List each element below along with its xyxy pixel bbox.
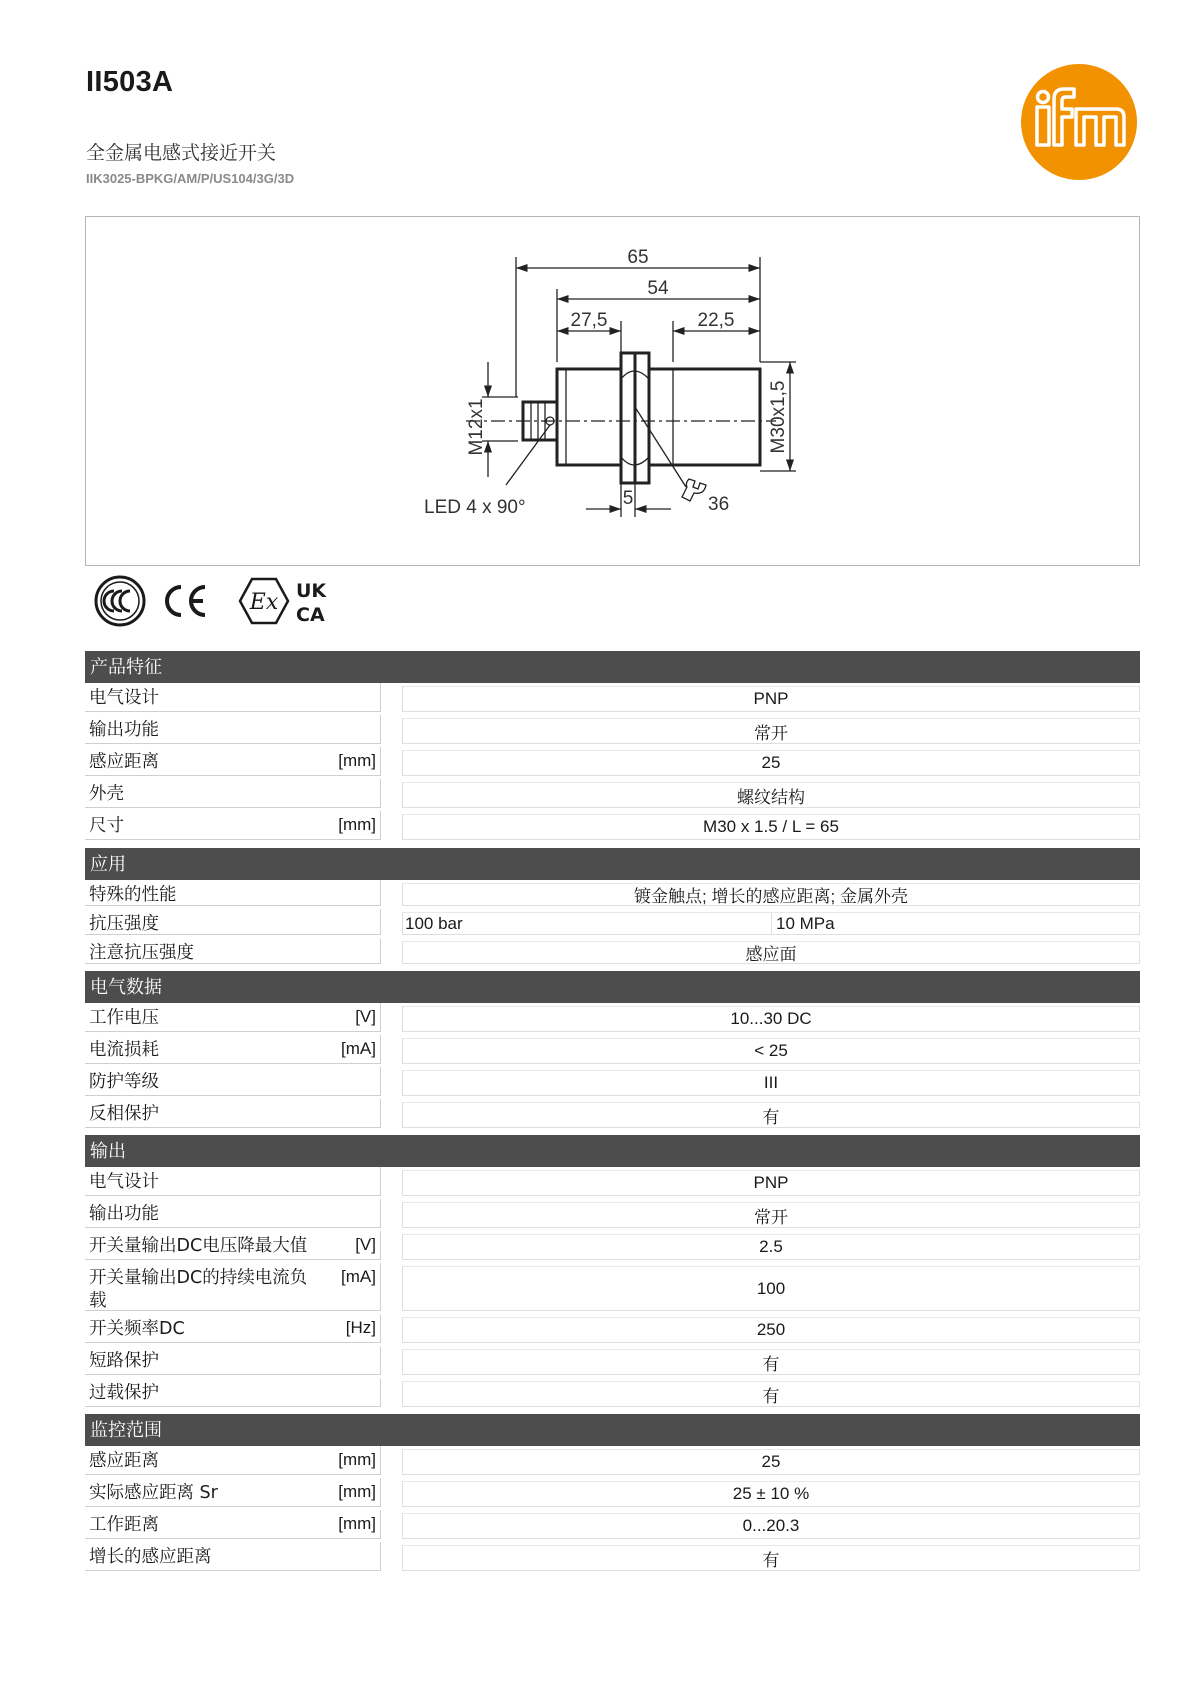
spec-unit: [mA]: [341, 1267, 376, 1286]
spec-value-cell: [402, 1349, 1140, 1375]
spec-value-cell: [402, 1381, 1140, 1407]
svg-text:CA: CA: [296, 604, 325, 626]
svg-text:UK: UK: [296, 580, 327, 602]
spec-label-cell: [85, 1199, 381, 1228]
spec-label-cell: [85, 1314, 381, 1343]
spec-value: 镀金触点; 增长的感应距离; 金属外壳: [634, 887, 908, 906]
spec-value-cell: [402, 1170, 1140, 1196]
spec-label: 特殊的性能: [89, 885, 177, 905]
ccc-mark-icon: [96, 577, 144, 625]
spec-value: PNP: [753, 689, 789, 708]
spec-value: 25: [761, 1452, 781, 1471]
spec-value: 感应面: [745, 945, 797, 964]
spec-label: 感应距离: [89, 752, 159, 772]
spec-label: 感应距离: [89, 1451, 159, 1471]
spec-label-cell: [85, 1003, 381, 1032]
spec-row: [85, 1510, 1140, 1542]
spec-value: 10...30 DC: [730, 1009, 812, 1028]
spec-value: 250: [756, 1320, 786, 1339]
dim-right-label: 22,5: [697, 310, 735, 331]
spec-label: 注意抗压强度: [89, 943, 194, 963]
spec-row: [85, 1199, 1140, 1231]
spec-label-cell: [85, 1035, 381, 1064]
spec-row: [85, 811, 1140, 843]
spec-unit: [mm]: [338, 1450, 376, 1469]
spec-label-cell: [85, 747, 381, 776]
spec-label-cell: [85, 811, 381, 840]
spec-label: 外壳: [89, 784, 124, 804]
spec-value: M30 x 1.5 / L = 65: [703, 817, 839, 836]
spec-label: 输出功能: [89, 720, 159, 740]
spec-value-cell: [402, 782, 1140, 808]
spec-value: 25: [761, 753, 781, 772]
spec-unit: [mm]: [338, 751, 376, 770]
dim-left-label: 27,5: [570, 310, 608, 331]
spec-row: [85, 1003, 1140, 1035]
spec-value: 常开: [754, 723, 788, 743]
dimension-drawing: [85, 216, 1140, 566]
spec-value: 有: [762, 1354, 780, 1374]
spec-row: [85, 1542, 1140, 1574]
dim-thread-label: M30x1,5: [768, 380, 789, 454]
spec-row: [85, 747, 1140, 779]
ukca-mark-icon: [296, 580, 327, 626]
spec-unit: [Hz]: [345, 1318, 376, 1337]
spec-label-cell: [85, 1346, 381, 1375]
spec-label: 过载保护: [89, 1383, 159, 1403]
spec-value-cell: [402, 912, 1140, 935]
spec-label: 输出功能: [89, 1204, 159, 1224]
spec-value-cell: [402, 941, 1140, 964]
spec-label-cell: [85, 1378, 381, 1407]
spec-unit: [mm]: [338, 1514, 376, 1533]
spec-label: 抗压强度: [89, 914, 159, 934]
spec-value-cell: [402, 1070, 1140, 1096]
spec-value-cell: [402, 1545, 1140, 1571]
spec-value: 100: [756, 1278, 786, 1298]
spec-label: 电气设计: [89, 688, 159, 708]
spec-label: 实际感应距离 Sr: [89, 1483, 218, 1503]
article-code: IIK3025-BPKG/AM/P/US104/3G/3D: [86, 171, 295, 186]
spec-label-cell: [85, 683, 381, 712]
spec-label-cell: [85, 1263, 381, 1311]
led-note: LED 4 x 90°: [424, 497, 526, 518]
dim-wrench-label: 36: [708, 494, 730, 515]
ifm-logo: [1020, 63, 1138, 181]
spec-label-cell: [85, 909, 381, 935]
spec-label: 工作距离: [89, 1515, 159, 1535]
spec-row: [85, 1378, 1140, 1410]
spec-value-cell: [402, 883, 1140, 906]
section-header: 输出: [85, 1135, 1140, 1167]
spec-row: [85, 1446, 1140, 1478]
section-header: 应用: [85, 848, 1140, 880]
spec-value: 100 bar: [405, 913, 463, 933]
spec-row: [85, 1263, 1140, 1314]
spec-value-cell: [402, 1449, 1140, 1475]
spec-label-cell: [85, 1542, 381, 1571]
spec-value-cell: [402, 686, 1140, 712]
spec-value-cell: [402, 814, 1140, 840]
spec-value-cell: [402, 1006, 1140, 1032]
section-header: 电气数据: [85, 971, 1140, 1003]
spec-label: 防护等级: [89, 1072, 159, 1092]
spec-value: 0...20.3: [742, 1516, 800, 1535]
dim-total-label: 65: [627, 247, 649, 268]
product-title: II503A: [86, 66, 174, 98]
spec-value-cell: [402, 1481, 1140, 1507]
atex-ex-mark-icon: [240, 579, 288, 623]
spec-value: 有: [762, 1107, 780, 1127]
spec-unit: [mm]: [338, 1482, 376, 1501]
spec-label: 开关频率DC: [89, 1319, 185, 1339]
spec-label-cell: [85, 715, 381, 744]
spec-row: [85, 1346, 1140, 1378]
dim-body-label: 54: [647, 278, 669, 299]
spec-row: [85, 683, 1140, 715]
spec-label: 增长的感应距离: [89, 1547, 212, 1567]
spec-row: [85, 1167, 1140, 1199]
spec-unit: [V]: [355, 1235, 376, 1254]
spec-value: 2.5: [759, 1237, 783, 1256]
spec-value-cell: [402, 1038, 1140, 1064]
spec-value-cell: [402, 718, 1140, 744]
spec-value: 常开: [754, 1207, 788, 1227]
spec-label: 开关量输出DC电压降最大值: [89, 1236, 308, 1256]
spec-value-cell: [402, 1513, 1140, 1539]
spec-row: [85, 1099, 1140, 1131]
spec-label-cell: [85, 779, 381, 808]
spec-row: [85, 909, 1140, 938]
spec-row: [85, 715, 1140, 747]
spec-label-cell: [85, 880, 381, 906]
spec-value: III: [763, 1073, 779, 1092]
spec-unit: [mA]: [341, 1039, 376, 1058]
spec-value-cell: [402, 750, 1140, 776]
spec-row: [85, 1231, 1140, 1263]
spec-label: 电流损耗: [89, 1040, 159, 1060]
spec-value-cell: [402, 1202, 1140, 1228]
spec-value-cell: [402, 1234, 1140, 1260]
spec-label: 反相保护: [89, 1104, 159, 1124]
spec-value-cell: [402, 1102, 1140, 1128]
ce-mark-icon: [167, 587, 205, 615]
spec-label-cell: [85, 1510, 381, 1539]
spec-row: [85, 1067, 1140, 1099]
spec-unit: [V]: [355, 1007, 376, 1026]
spec-row: [85, 1478, 1140, 1510]
spec-label: 电气设计: [89, 1172, 159, 1192]
spec-value-cell: [402, 1317, 1140, 1343]
spec-row: [85, 1314, 1140, 1346]
spec-value-cell: [402, 1266, 1140, 1311]
spec-value: 有: [762, 1386, 780, 1406]
spec-label: 短路保护: [89, 1351, 159, 1371]
spec-row: [85, 880, 1140, 909]
product-subtitle: 全金属电感式接近开关: [86, 142, 277, 164]
spec-value-secondary: 10 MPa: [771, 913, 1139, 934]
spec-row: [85, 938, 1140, 967]
spec-row: [85, 779, 1140, 811]
dim-nut-label: 5: [622, 488, 634, 509]
svg-text:Ex: Ex: [249, 590, 279, 615]
spec-value: < 25: [754, 1041, 788, 1060]
spec-value: PNP: [753, 1173, 789, 1192]
spec-value: 25 ± 10 %: [732, 1484, 810, 1503]
spec-value: 螺纹结构: [737, 787, 805, 807]
spec-label-cell: [85, 1099, 381, 1128]
spec-label-cell: [85, 1167, 381, 1196]
spec-label: 尺寸: [89, 816, 124, 836]
spec-label-cell: [85, 1067, 381, 1096]
section-header: 产品特征: [85, 651, 1140, 683]
spec-row: [85, 1035, 1140, 1067]
spec-label-cell: [85, 1446, 381, 1475]
dim-connector-label: M12x1: [466, 398, 487, 456]
section-header: 监控范围: [85, 1414, 1140, 1446]
spec-unit: [mm]: [338, 815, 376, 834]
spec-label-cell: [85, 1231, 381, 1260]
spec-label: 工作电压: [89, 1008, 159, 1028]
spec-value: 有: [762, 1550, 780, 1570]
spec-label: 开关量输出DC的持续电流负载: [89, 1268, 308, 1311]
certification-marks: [92, 575, 332, 627]
spec-label-cell: [85, 1478, 381, 1507]
spec-label-cell: [85, 938, 381, 964]
